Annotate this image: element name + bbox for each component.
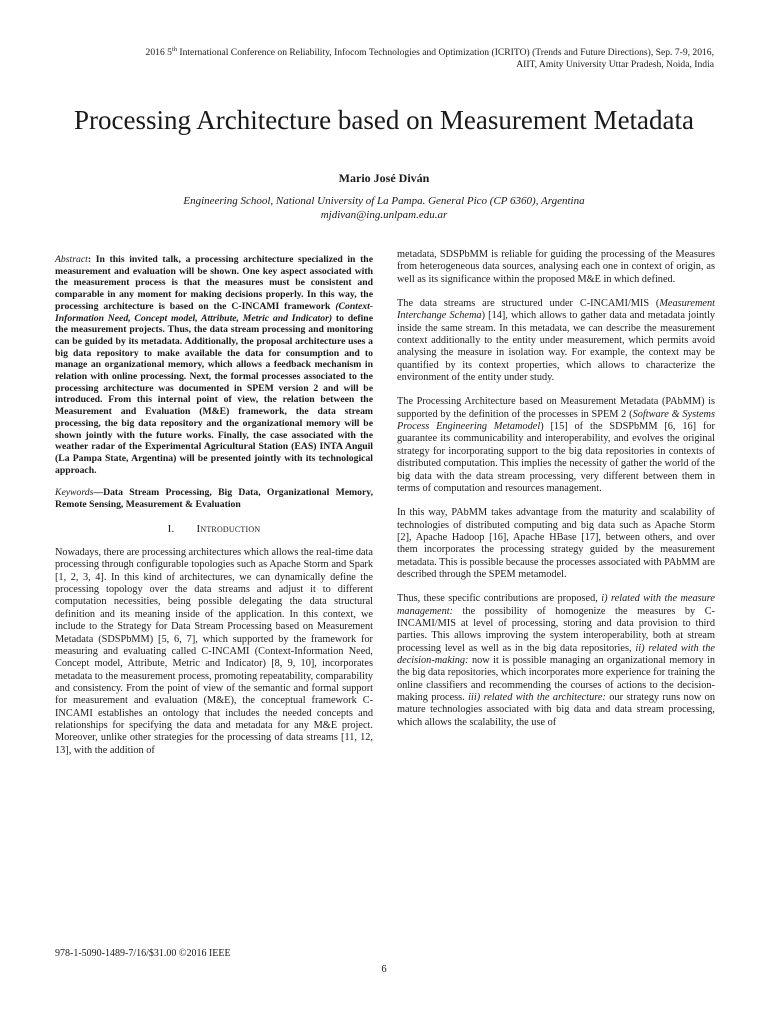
section-heading-introduction [55, 523, 373, 535]
paragraph-5-emphasis-3: iii) related with the architecture: [468, 692, 606, 703]
author-name: Mario José Diván [338, 171, 430, 185]
author-email: mjdivan@ing.unlpam.edu.ar [320, 209, 448, 221]
body-paragraph-4: In this way, PAbMM takes advantage from the maturity and scalability of technologies of distributed computing and big data such as Apache Storm [2], Apache Hadoop [16], Apache HBase [17], between others, and over them incorporates the processing strategy guided by the measurement metadata. This is possible because the processes associated with PAbMM are described through the SPEM metamodel. [397, 507, 715, 580]
body-paragraph-2 [397, 298, 715, 384]
conference-line-1 [40, 44, 714, 59]
body-paragraph-5 [397, 593, 715, 729]
paper-title: Processing Architecture based on Measurement Metadata [73, 105, 695, 136]
section-title: Introduction [196, 522, 261, 535]
paragraph-3-emphasis: Software & Systems Process Engineering Metamodel [397, 408, 715, 433]
conference-year: 2016 5 [145, 47, 172, 59]
paragraph-3-text-b: ) [15] of the SDSPbMM [6, 16] for guarantee its communicability and interoperability, and evolves the original strategy for incorporating support to the big data repositories in contexts of distributed computation. This implies the necessity of gather the world of the big data with the data stream processing, very different between them in terms of computation and resources management. [397, 421, 715, 494]
abstract-lead: Abstract [55, 254, 88, 265]
paragraph-5-text-b: the possibility of homogenize the measures by C-INCAMI/MIS at level of processing, storing and data provision to third parties. This allows improving the system interoperability, both at stream processing level as well as in the big data repositories, [397, 605, 715, 654]
intro-paragraph-1: Nowadays, there are processing architectures which allows the real-time data processing through configurable topologies such as Apache Storm and Spark [1, 2, 3, 4]. In this kind of architectures, we can dynamically define the processing topology over the data streams and adjust it to different computation necessities, being possible delegating the data structural definition and its meaning inside of the application. In this context, we include to the Strategy for Data Stream Processing based on Measurement Metadata (SDSPbMM) [5, 6, 7], which supported by the framework for measuring and evaluating called C-INCAMI (Context-Information Need, Concept model, Attribute, Metric and Indicator) [8, 9, 10], incorporates metadata to the measurement process, promoting repeatability, comparability and consistency. From the point of view of the semantic and formal support for measurement and evaluation (M&E), the conceptual framework C-INCAMI establishes an ontology that includes the needed concepts and relationships for specifying the data and metadata for any M&E project. Moreover, unlike other strategies for the processing of data streams [11, 12, 13], with the addition of [55, 547, 373, 756]
body-paragraph-1: metadata, SDSPbMM is reliable for guiding the processing of the Measures from heterogeneous data sources, analysing each one in context of origin, as well as its significance within the proposed M&E in which defined. [397, 249, 715, 285]
left-column [55, 254, 373, 769]
paragraph-5-text-a: Thus, these specific contributions are proposed, [397, 593, 602, 605]
conference-ordinal-suffix: th [171, 46, 177, 53]
page-number: 6 [381, 964, 387, 975]
keywords-lead: Keywords [55, 487, 94, 499]
paragraph-5-emphasis-1: i) related with the measure management: [397, 593, 715, 617]
paragraph-3-text-a: The Processing Architecture based on Measurement Metadata (PAbMM) is supported by the definition of the processes in SPEM 2 ( [397, 396, 715, 420]
paragraph-2-emphasis: Measurement Interchange Schema [397, 298, 715, 322]
conference-line-2: AIIT, Amity University Uttar Pradesh, Noida, India [516, 59, 714, 71]
section-number: I. [167, 522, 175, 535]
keywords-text: —Data Stream Processing, Big Data, Organizational Memory, Remote Sensing, Measurement & Evaluation [55, 487, 373, 511]
body-paragraph-3 [397, 396, 715, 495]
copyright-notice: 978-1-5090-1489-7/16/$31.00 ©2016 IEEE [55, 948, 231, 959]
keywords [55, 487, 373, 510]
paragraph-5-text-d: our strategy runs now on mature technologies associated with big data and data stream processing, which allows the scalability, the use of [397, 692, 715, 728]
abstract [55, 254, 373, 476]
affiliation-line: Engineering School, National University of La Pampa. General Pico (CP 6360), Argentina [183, 195, 585, 207]
paragraph-2-text-a: The data streams are structured under C-INCAMI/MIS ( [397, 298, 660, 310]
conference-name: International Conference on Reliability, Infocom Technologies and Optimization (ICRITO) (Trends and Future Directions), Sep. 7-9, 2016, [177, 47, 714, 59]
abstract-text-part-2: to define the measurement projects. Thus, the data stream processing and monitoring can be guided by its metadata. Additionally, the proposal architecture uses a big data repository to make available the data for consumption and to manage an organizational memory, which allows a feedback mechanism in relation with online processing. Next, the formal processes associated to the processing architecture was documented in SPEM version 2 and will be introduced. From this internal point of view, the relation between the Measurement and Evaluation (M&E) framework, the data stream processing, the big data repository and the organizational memory will be shown jointly with the future works. Finally, the case associated with the weather radar of the Experimental Agricultural Station (EAS) INTA Anguil (La Pampa State, Argentina) will be presented jointly with its technological approach. [55, 312, 373, 476]
abstract-text-part-1: : In this invited talk, a processing architecture specialized in the measurement and evaluation will be shown. One key aspect associated with the measurement process is that the measures must be consistent and comparable in any moment for making decisions properly. In this way, the processing architecture is based on the C-INCAMI framework [55, 254, 373, 312]
abstract-emphasis: (Context-Information Need, Concept model, Attribute, Metric and Indicator) [55, 300, 373, 324]
conference-header [40, 44, 714, 71]
right-column [397, 249, 715, 741]
author-affiliation [60, 194, 708, 222]
paragraph-2-text-b: ) [14], which allows to gather data and metadata jointly inside the same stream. In this metadata, we can describe the measurement context additionally to the entity under measurement, which permits avoid analysing the measure in isolation way. For example, the context may be quantified by its context properties, which allows to characterize the environment of the entity under study. [397, 310, 715, 384]
paragraph-5-text-c: now it is possible managing an organizational memory in the big data repositories, which incorporates more experience for training the online classifiers and recommending the courses of actions to the decision-making process. [397, 654, 715, 703]
paragraph-5-emphasis-2: ii) related with the decision-making: [397, 642, 716, 666]
